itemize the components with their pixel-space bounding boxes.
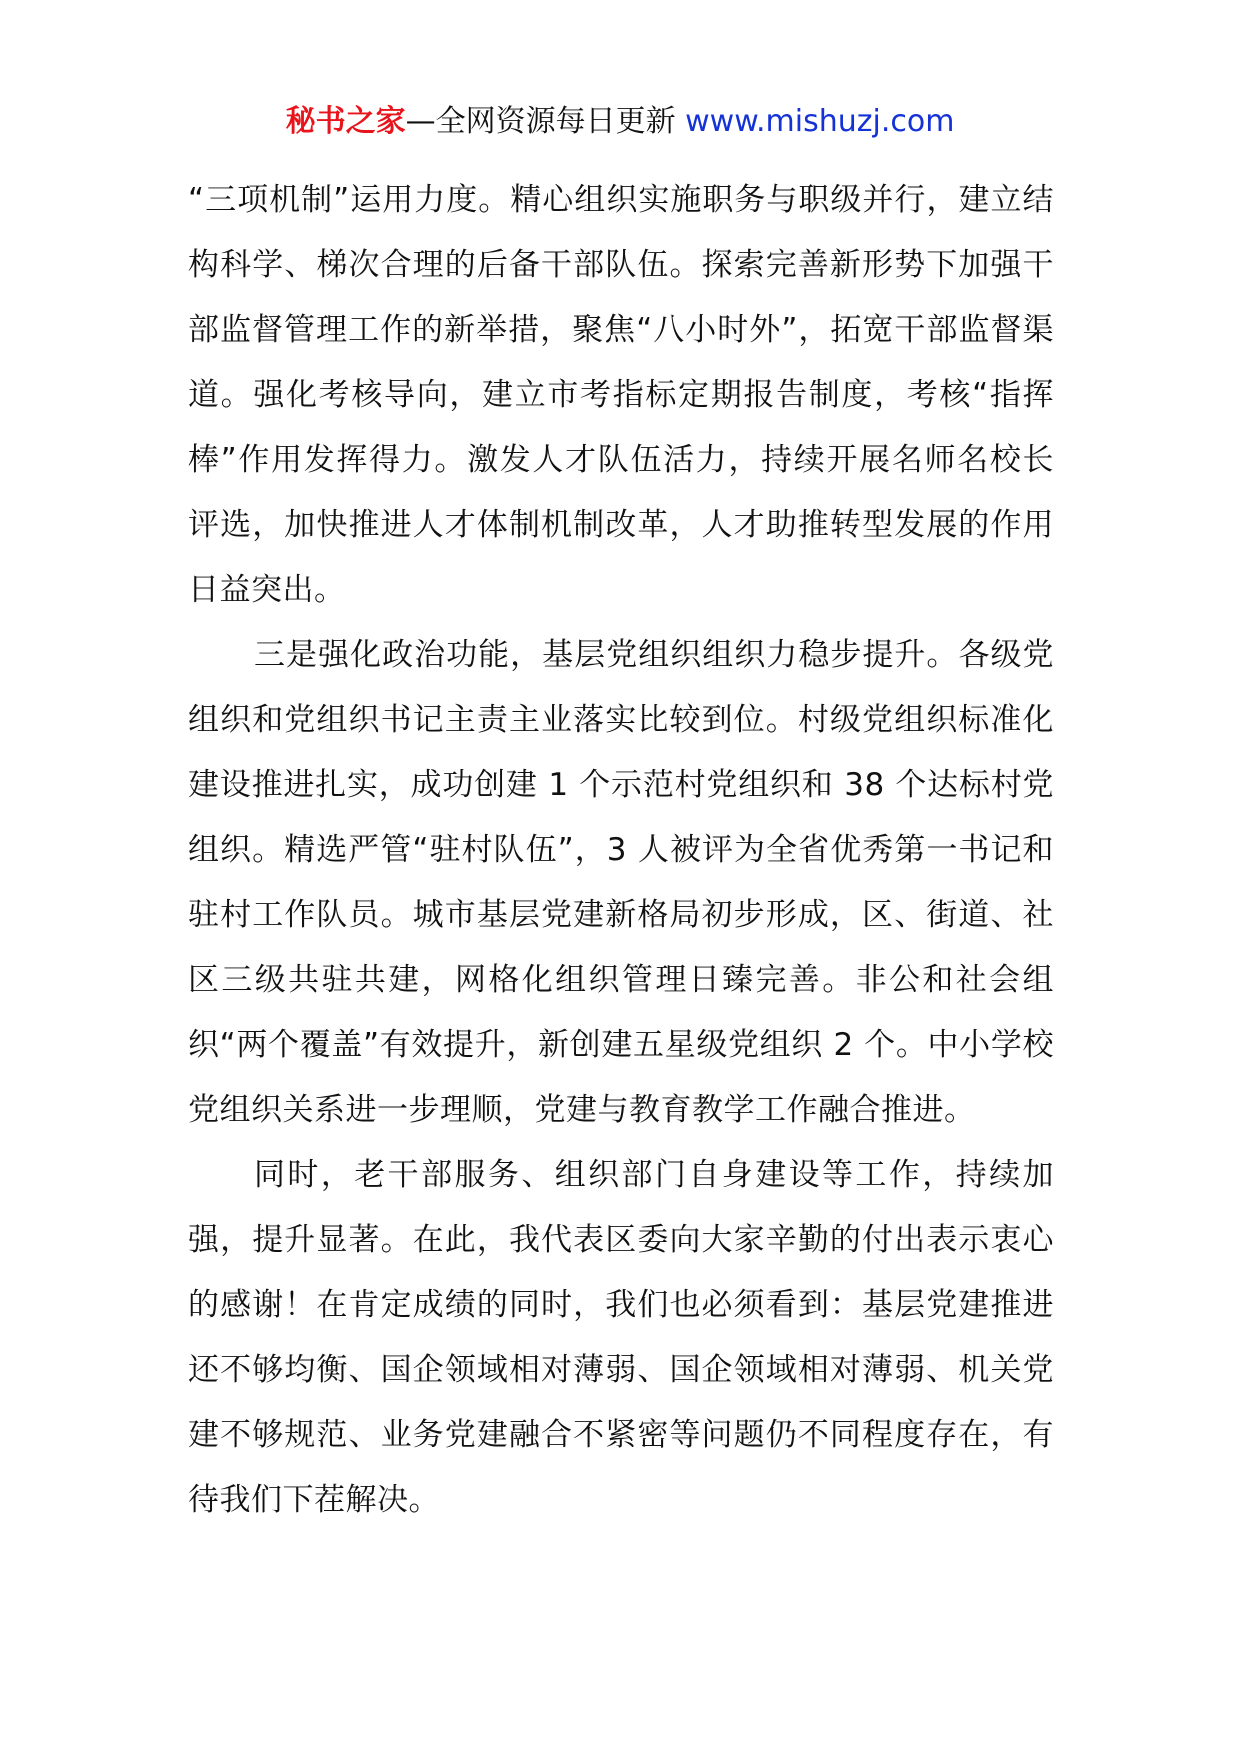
paragraph-continuation: “三项机制”运用力度。精心组织实施职务与职级并行，建立结构科学、梯次合理的后备干部队伍。探索完善新形势下加强干部监督管理工作的新举措，聚焦“八小时外”，拓宽干部监督渠道。强化考核导向，建立市考指标定期报告制度，考核“指挥棒”作用发挥得力。激发人才队伍活力，持续开展名师名校长评选，加快推进人才体制机制改革，人才助推转型发展的作用日益突出。 [188, 182, 1054, 608]
header-url-link[interactable]: www.mishuzj.com [685, 104, 955, 139]
header-brand: 秘书之家 [285, 104, 406, 139]
document-body [188, 168, 1054, 1533]
header-tagline: —全网资源每日更新 [405, 104, 676, 139]
paragraph-meanwhile: 同时，老干部服务、组织部门自身建设等工作，持续加强，提升显著。在此，我代表区委向大家辛勤的付出表示衷心的感谢！在肯定成绩的同时，我们也必须看到：基层党建推进还不够均衡、国企领域相对薄弱、国企领域相对薄弱、机关党建不够规范、业务党建融合不紧密等问题仍不同程度存在，有待我们下茬解决。 [188, 1157, 1054, 1518]
page-header [0, 102, 1240, 142]
paragraph-third-point: 三是强化政治功能，基层党组织组织力稳步提升。各级党组织和党组织书记主责主业落实比较到位。村级党组织标准化建设推进扎实，成功创建 1 个示范村党组织和 38 个达标村党组织。精选严管“驻村队伍”，3 人被评为全省优秀第一书记和驻村工作队员。城市基层党建新格局初步形成，区、街道、社区三级共驻共建，网格化组织管理日臻完善。非公和社会组织“两个覆盖”有效提升，新创建五星级党组织 2 个。中小学校党组织关系进一步理顺，党建与教育教学工作融合推进。 [188, 637, 1054, 1128]
